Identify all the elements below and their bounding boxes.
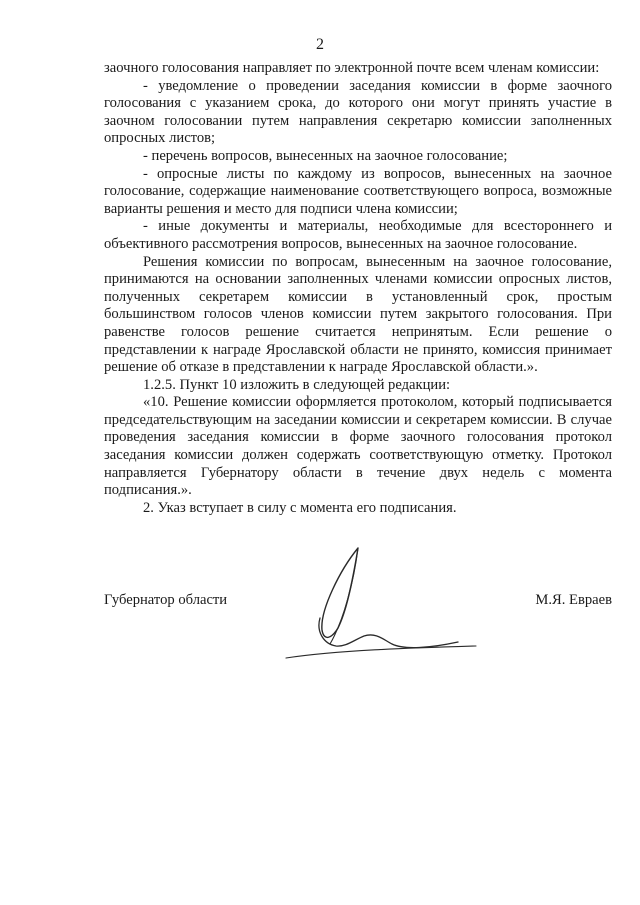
paragraph-3: - перечень вопросов, вынесенных на заочное голосование; xyxy=(143,147,508,164)
paragraph-2: - уведомление о проведении заседания комиссии в форме заочного голосования с указанием срока, до которого они могут принять участие в заочном голосовании путем направления секретарю комиссии заполненных опросных листов; xyxy=(104,77,612,147)
handwritten-signature xyxy=(280,540,490,670)
page-number: 2 xyxy=(316,36,324,53)
paragraph-6: Решения комиссии по вопросам, вынесенным на заочное голосование, принимаются на основании заполненных членами комиссии опросных листов, полученных секретарем комиссии в установленный срок, простым большинством голосов членов комиссии путем закрытого голосования. При равенстве голосов решение считается непринятым. Если решение о представлении к награде Ярославской области не принято, комиссия принимает решение об отказе в представлении к награде Ярославской области.». xyxy=(104,253,612,376)
paragraph-4: - опросные листы по каждому из вопросов, вынесенных на заочное голосование, содержащие наименование соответствующего вопроса, возможные варианты решения и место для подписи члена комиссии; xyxy=(104,165,612,217)
paragraph-1: заочного голосования направляет по электронной почте всем членам комиссии: xyxy=(104,60,600,76)
paragraph-7: 1.2.5. Пункт 10 изложить в следующей редакции: xyxy=(143,376,451,393)
document-body xyxy=(104,60,612,517)
paragraph-8: «10. Решение комиссии оформляется протоколом, который подписывается председательствующим на заседании комиссии и секретарем комиссии. В случае проведения заседания комиссии в форме заочного голосования протокол заседания комиссии должен содержать соответствующую отметку. Протокол направляется Губернатору области в течение двух недель с момента подписания.». xyxy=(104,394,612,499)
signatory-name: М.Я. Евраев xyxy=(535,592,612,608)
paragraph-9: 2. Указ вступает в силу с момента его подписания. xyxy=(143,499,457,516)
signatory-title: Губернатор области xyxy=(104,592,228,608)
paragraph-5: - иные документы и материалы, необходимые для всестороннего и объективного рассмотрения вопросов, вынесенных на заочное голосование. xyxy=(104,218,612,252)
